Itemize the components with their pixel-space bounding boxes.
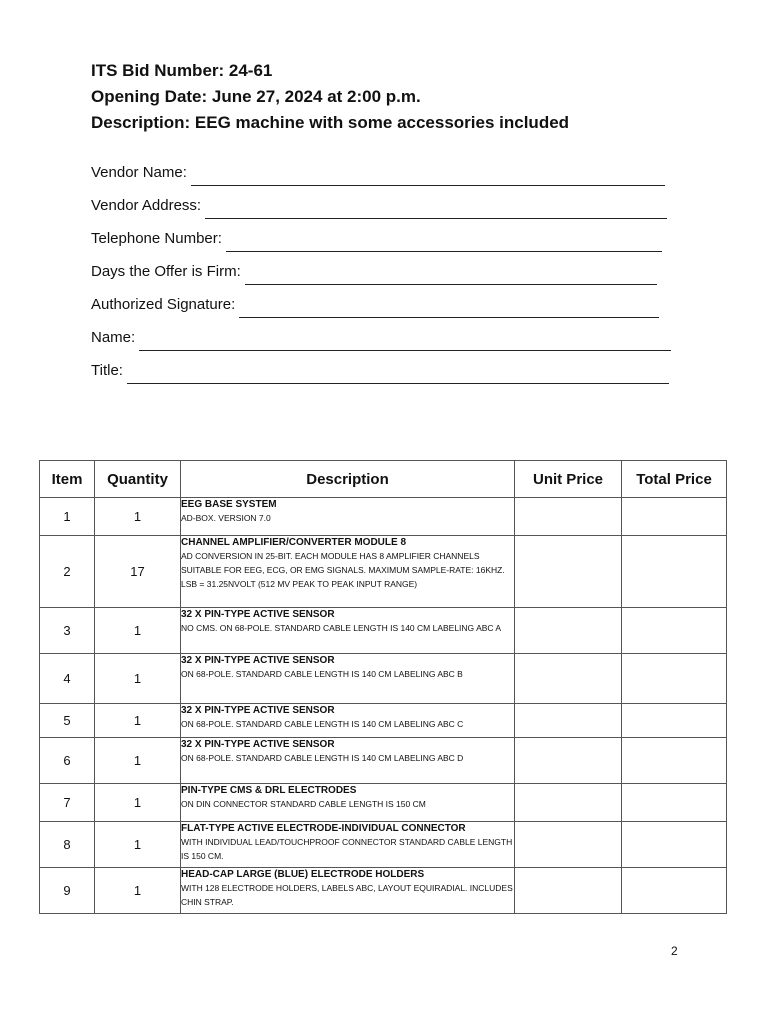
- days-offer-firm-field[interactable]: [91, 259, 681, 292]
- item-number: 9: [40, 868, 95, 914]
- item-title: 32 X PIN-TYPE ACTIVE SENSOR: [181, 609, 335, 620]
- title-field[interactable]: [91, 358, 681, 391]
- unit-price-cell[interactable]: [515, 822, 622, 868]
- unit-price-cell[interactable]: [515, 536, 622, 608]
- item-description: [181, 536, 515, 608]
- item-quantity: 1: [95, 498, 181, 536]
- item-description: [181, 704, 515, 738]
- item-number: 7: [40, 784, 95, 822]
- column-header-description: Description: [181, 461, 515, 498]
- item-description: [181, 498, 515, 536]
- table-row: [40, 822, 727, 868]
- authorized-signature-field[interactable]: [91, 292, 681, 325]
- item-description: [181, 784, 515, 822]
- item-title: EEG BASE SYSTEM: [181, 499, 277, 510]
- unit-price-cell[interactable]: [515, 704, 622, 738]
- field-label: Vendor Name:: [91, 164, 187, 181]
- item-title: 32 X PIN-TYPE ACTIVE SENSOR: [181, 655, 335, 666]
- item-title: 32 X PIN-TYPE ACTIVE SENSOR: [181, 705, 335, 716]
- total-price-cell[interactable]: [622, 536, 727, 608]
- item-quantity: 1: [95, 868, 181, 914]
- item-number: 8: [40, 822, 95, 868]
- item-quantity: 1: [95, 822, 181, 868]
- item-description: [181, 868, 515, 914]
- unit-price-cell[interactable]: [515, 654, 622, 704]
- table-row: [40, 654, 727, 704]
- fill-in-line[interactable]: [127, 365, 669, 384]
- table-row: [40, 738, 727, 784]
- opening-date: Opening Date: June 27, 2024 at 2:00 p.m.: [91, 87, 421, 106]
- fill-in-line[interactable]: [191, 167, 665, 186]
- unit-price-cell[interactable]: [515, 738, 622, 784]
- total-price-cell[interactable]: [622, 498, 727, 536]
- item-number: 2: [40, 536, 95, 608]
- total-price-cell[interactable]: [622, 608, 727, 654]
- item-title: FLAT-TYPE ACTIVE ELECTRODE-INDIVIDUAL CONNECTOR: [181, 823, 466, 834]
- column-header-total-price: Total Price: [622, 461, 727, 498]
- field-label: Telephone Number:: [91, 230, 222, 247]
- item-detail: WITH INDIVIDUAL LEAD/TOUCHPROOF CONNECTOR STANDARD CABLE LENGTH IS 150 CM.: [181, 837, 513, 861]
- item-description: [181, 654, 515, 704]
- unit-price-cell[interactable]: [515, 868, 622, 914]
- unit-price-cell[interactable]: [515, 608, 622, 654]
- item-quantity: 1: [95, 654, 181, 704]
- field-label: Vendor Address:: [91, 197, 202, 214]
- total-price-cell[interactable]: [622, 868, 727, 914]
- item-number: 4: [40, 654, 95, 704]
- item-quantity: 1: [95, 608, 181, 654]
- item-description: [181, 738, 515, 784]
- item-quantity: 1: [95, 784, 181, 822]
- table-row: [40, 704, 727, 738]
- unit-price-cell[interactable]: [515, 784, 622, 822]
- total-price-cell[interactable]: [622, 654, 727, 704]
- item-number: 1: [40, 498, 95, 536]
- item-description: [181, 608, 515, 654]
- unit-price-cell[interactable]: [515, 498, 622, 536]
- item-detail: ON DIN CONNECTOR STANDARD CABLE LENGTH IS 150 CM: [181, 799, 426, 809]
- vendor-address-field[interactable]: [91, 193, 681, 226]
- item-title: CHANNEL AMPLIFIER/CONVERTER MODULE 8: [181, 537, 407, 548]
- column-header-quantity: Quantity: [95, 461, 181, 498]
- item-title: HEAD-CAP LARGE (BLUE) ELECTRODE HOLDERS: [181, 869, 425, 880]
- item-detail: ON 68-POLE. STANDARD CABLE LENGTH IS 140 CM LABELING ABC B: [181, 669, 463, 679]
- item-detail: ON 68-POLE. STANDARD CABLE LENGTH IS 140 CM LABELING ABC C: [181, 719, 464, 729]
- total-price-cell[interactable]: [622, 822, 727, 868]
- item-number: 5: [40, 704, 95, 738]
- vendor-fields: [91, 160, 681, 391]
- fill-in-line[interactable]: [205, 200, 667, 219]
- bid-description: Description: EEG machine with some accessories included: [91, 113, 570, 132]
- table-row: [40, 498, 727, 536]
- page-number: 2: [671, 944, 678, 958]
- table-row: [40, 536, 727, 608]
- table-row: [40, 868, 727, 914]
- column-header-unit-price: Unit Price: [515, 461, 622, 498]
- telephone-number-field[interactable]: [91, 226, 681, 259]
- bid-items-table: [39, 460, 727, 914]
- item-detail: WITH 128 ELECTRODE HOLDERS, LABELS ABC, LAYOUT EQUIRADIAL. INCLUDES CHIN STRAP.: [181, 883, 513, 907]
- item-detail: AD-BOX. VERSION 7.0: [181, 513, 271, 523]
- item-title: 32 X PIN-TYPE ACTIVE SENSOR: [181, 739, 335, 750]
- item-detail: NO CMS. ON 68-POLE. STANDARD CABLE LENGTH IS 140 CM LABELING ABC A: [181, 623, 502, 633]
- fill-in-line[interactable]: [245, 266, 657, 285]
- fill-in-line[interactable]: [139, 332, 671, 351]
- field-label: Days the Offer is Firm:: [91, 263, 241, 280]
- fill-in-line[interactable]: [226, 233, 662, 252]
- field-label: Authorized Signature:: [91, 296, 236, 313]
- total-price-cell[interactable]: [622, 738, 727, 784]
- fill-in-line[interactable]: [239, 299, 659, 318]
- item-detail: AD CONVERSION IN 25-BIT. EACH MODULE HAS 8 AMPLIFIER CHANNELS SUITABLE FOR EEG, ECG, OR EMG SIGNALS. MAXIMUM SAMPLE-RATE: 16KHZ. LSB = 31.25NVOLT (512 MV PEAK TO PEAK INPUT RANGE): [181, 551, 505, 589]
- total-price-cell[interactable]: [622, 784, 727, 822]
- table-row: [40, 784, 727, 822]
- item-quantity: 17: [95, 536, 181, 608]
- name-field[interactable]: [91, 325, 681, 358]
- item-quantity: 1: [95, 704, 181, 738]
- item-number: 3: [40, 608, 95, 654]
- total-price-cell[interactable]: [622, 704, 727, 738]
- item-description: [181, 822, 515, 868]
- item-number: 6: [40, 738, 95, 784]
- column-header-item: Item: [40, 461, 95, 498]
- item-title: PIN-TYPE CMS & DRL ELECTRODES: [181, 785, 357, 796]
- item-quantity: 1: [95, 738, 181, 784]
- table-header-row: [40, 461, 727, 498]
- vendor-name-field[interactable]: [91, 160, 681, 193]
- bid-number: ITS Bid Number: 24-61: [91, 61, 273, 80]
- table-row: [40, 608, 727, 654]
- field-label: Title:: [91, 362, 123, 379]
- item-detail: ON 68-POLE. STANDARD CABLE LENGTH IS 140 CM LABELING ABC D: [181, 753, 464, 763]
- bid-header: [91, 58, 569, 136]
- field-label: Name:: [91, 329, 136, 346]
